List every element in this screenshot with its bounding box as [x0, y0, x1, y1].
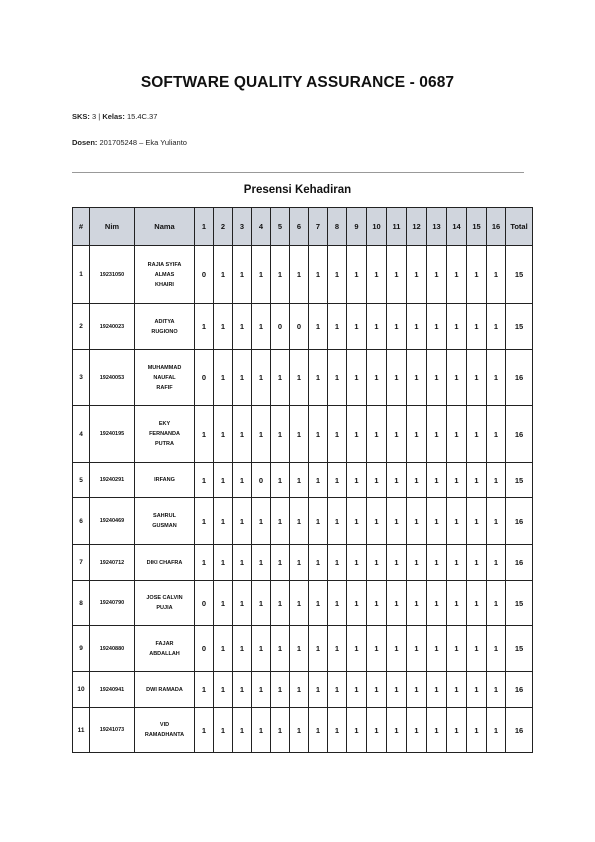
- attendance-mark: 1: [233, 304, 252, 350]
- attendance-mark: 1: [309, 350, 328, 406]
- attendance-mark: 1: [367, 581, 387, 626]
- header-no: #: [73, 208, 90, 246]
- attendance-mark: 1: [407, 350, 427, 406]
- row-number: 11: [73, 708, 90, 753]
- attendance-mark: 1: [487, 545, 506, 581]
- attendance-mark: 1: [195, 708, 214, 753]
- row-number: 8: [73, 581, 90, 626]
- header-meeting-11: 11: [387, 208, 407, 246]
- attendance-mark: 1: [309, 708, 328, 753]
- attendance-mark: 1: [447, 626, 467, 672]
- attendance-mark: 1: [309, 672, 328, 708]
- student-name-line: SAHRUL: [153, 513, 176, 519]
- attendance-mark: 1: [290, 581, 309, 626]
- attendance-mark: 1: [328, 545, 347, 581]
- student-name-line: JOSE CALVIN: [146, 595, 183, 601]
- header-meeting-7: 7: [309, 208, 328, 246]
- table-row: [73, 545, 533, 581]
- student-name: [135, 304, 195, 350]
- attendance-mark: 0: [195, 246, 214, 304]
- attendance-mark: 1: [214, 545, 233, 581]
- student-name: [135, 463, 195, 498]
- attendance-mark: 1: [347, 581, 367, 626]
- attendance-mark: 1: [328, 350, 347, 406]
- attendance-mark: 1: [347, 545, 367, 581]
- attendance-mark: 1: [387, 498, 407, 545]
- kelas-value: 15.4C.37: [126, 112, 158, 121]
- student-name-line: NAUFAL: [153, 374, 176, 381]
- attendance-mark: 1: [271, 350, 290, 406]
- student-name-line: RAMADHANTA: [144, 732, 185, 738]
- attendance-mark: 1: [367, 708, 387, 753]
- dosen-value: 201705248 – Eka Yulianto: [99, 138, 187, 147]
- table-row: [73, 672, 533, 708]
- student-name-line: FERNANDA: [149, 431, 180, 437]
- attendance-mark: 1: [367, 304, 387, 350]
- attendance-mark: 1: [214, 581, 233, 626]
- attendance-mark: 1: [271, 406, 290, 463]
- attendance-mark: 1: [427, 626, 447, 672]
- attendance-mark: 0: [290, 304, 309, 350]
- attendance-mark: 1: [487, 304, 506, 350]
- attendance-mark: 1: [233, 498, 252, 545]
- attendance-mark: 1: [233, 581, 252, 626]
- student-name: [135, 626, 195, 672]
- attendance-mark: 1: [252, 246, 271, 304]
- attendance-mark: 1: [347, 672, 367, 708]
- attendance-mark: 1: [309, 304, 328, 350]
- attendance-mark: 1: [367, 672, 387, 708]
- student-name: [135, 545, 195, 581]
- attendance-table: [72, 207, 533, 753]
- attendance-total: 15: [506, 246, 533, 304]
- header-meeting-10: 10: [367, 208, 387, 246]
- attendance-total: 16: [506, 545, 533, 581]
- attendance-mark: 1: [367, 545, 387, 581]
- attendance-mark: 1: [387, 246, 407, 304]
- attendance-total: 15: [506, 463, 533, 498]
- attendance-mark: 1: [271, 246, 290, 304]
- attendance-total: 15: [506, 626, 533, 672]
- attendance-mark: 1: [271, 672, 290, 708]
- header-meeting-9: 9: [347, 208, 367, 246]
- attendance-mark: 1: [407, 406, 427, 463]
- attendance-mark: 0: [252, 463, 271, 498]
- attendance-mark: 1: [290, 498, 309, 545]
- header-meeting-13: 13: [427, 208, 447, 246]
- attendance-mark: 1: [367, 246, 387, 304]
- student-name-line: RAJIA SYIFA: [147, 261, 182, 268]
- attendance-mark: 1: [252, 498, 271, 545]
- student-nim: 19240941: [90, 672, 135, 708]
- attendance-mark: 1: [214, 350, 233, 406]
- attendance-mark: 1: [328, 246, 347, 304]
- attendance-mark: 1: [252, 406, 271, 463]
- header-meeting-16: 16: [487, 208, 506, 246]
- attendance-mark: 1: [309, 406, 328, 463]
- attendance-mark: 1: [387, 350, 407, 406]
- attendance-mark: 1: [309, 246, 328, 304]
- attendance-mark: 1: [427, 406, 447, 463]
- attendance-mark: 1: [487, 708, 506, 753]
- attendance-mark: 1: [407, 246, 427, 304]
- attendance-mark: 1: [467, 350, 487, 406]
- attendance-mark: 1: [387, 463, 407, 498]
- student-nim: 19240023: [90, 304, 135, 350]
- attendance-mark: 0: [271, 304, 290, 350]
- attendance-mark: 0: [195, 581, 214, 626]
- attendance-mark: 1: [233, 246, 252, 304]
- row-number: 10: [73, 672, 90, 708]
- header-total: Total: [506, 208, 533, 246]
- attendance-mark: 1: [252, 350, 271, 406]
- attendance-mark: 1: [214, 304, 233, 350]
- row-number: 2: [73, 304, 90, 350]
- attendance-mark: 1: [387, 545, 407, 581]
- attendance-mark: 1: [347, 406, 367, 463]
- student-name: [135, 350, 195, 406]
- sks-value: 3: [92, 112, 97, 121]
- student-name: [135, 581, 195, 626]
- header-meeting-1: 1: [195, 208, 214, 246]
- student-name-line: PUTRA: [155, 441, 174, 447]
- table-body: [73, 246, 533, 753]
- attendance-mark: 1: [214, 406, 233, 463]
- attendance-mark: 1: [252, 545, 271, 581]
- student-name-line: VID: [159, 722, 170, 728]
- attendance-mark: 1: [427, 708, 447, 753]
- student-nim: 19240053: [90, 350, 135, 406]
- course-title: SOFTWARE QUALITY ASSURANCE - 0687: [140, 74, 455, 91]
- attendance-mark: 1: [271, 498, 290, 545]
- attendance-mark: 1: [487, 581, 506, 626]
- table-row: [73, 498, 533, 545]
- attendance-mark: 1: [252, 626, 271, 672]
- attendance-total: 15: [506, 304, 533, 350]
- attendance-mark: 1: [487, 463, 506, 498]
- row-number: 6: [73, 498, 90, 545]
- divider: [72, 172, 524, 173]
- row-number: 9: [73, 626, 90, 672]
- student-nim: 19231050: [90, 246, 135, 304]
- attendance-mark: 1: [309, 545, 328, 581]
- attendance-mark: 1: [367, 463, 387, 498]
- attendance-mark: 1: [427, 672, 447, 708]
- attendance-mark: 1: [214, 672, 233, 708]
- attendance-mark: 1: [195, 672, 214, 708]
- attendance-mark: 1: [387, 672, 407, 708]
- attendance-mark: 1: [347, 350, 367, 406]
- header-meeting-3: 3: [233, 208, 252, 246]
- header-meeting-4: 4: [252, 208, 271, 246]
- attendance-mark: 1: [328, 581, 347, 626]
- student-nim: 19240469: [90, 498, 135, 545]
- attendance-total: 16: [506, 498, 533, 545]
- table-row: [73, 304, 533, 350]
- attendance-mark: 1: [328, 406, 347, 463]
- attendance-mark: 1: [290, 350, 309, 406]
- attendance-mark: 1: [233, 406, 252, 463]
- attendance-mark: 1: [467, 672, 487, 708]
- attendance-mark: 1: [387, 406, 407, 463]
- attendance-mark: 1: [467, 463, 487, 498]
- attendance-mark: 1: [467, 545, 487, 581]
- sks-label: SKS: [72, 112, 88, 121]
- attendance-mark: 1: [407, 708, 427, 753]
- student-nim: 19240195: [90, 406, 135, 463]
- lecturer-line: Dosen: 201705248 – Eka Yulianto: [72, 138, 187, 147]
- attendance-mark: 1: [347, 626, 367, 672]
- attendance-mark: 1: [467, 708, 487, 753]
- attendance-mark: 1: [271, 545, 290, 581]
- attendance-mark: 1: [487, 672, 506, 708]
- row-number: 3: [73, 350, 90, 406]
- table-header-row: [73, 208, 533, 246]
- attendance-mark: 1: [407, 545, 427, 581]
- attendance-mark: 1: [233, 672, 252, 708]
- attendance-total: 16: [506, 406, 533, 463]
- attendance-mark: 1: [214, 708, 233, 753]
- student-name-line: PUJIA: [156, 605, 173, 611]
- attendance-mark: 1: [233, 463, 252, 498]
- header-nama: Nama: [135, 208, 195, 246]
- attendance-mark: 1: [271, 463, 290, 498]
- table-row: [73, 246, 533, 304]
- attendance-mark: 0: [195, 350, 214, 406]
- dosen-label: Dosen: [72, 138, 95, 147]
- attendance-mark: 1: [328, 708, 347, 753]
- attendance-mark: 1: [233, 708, 252, 753]
- course-meta-line: SKS: 3 | Kelas: 15.4C.37: [72, 112, 158, 121]
- attendance-mark: 1: [387, 581, 407, 626]
- attendance-mark: 1: [328, 498, 347, 545]
- table-row: [73, 350, 533, 406]
- attendance-mark: 1: [447, 581, 467, 626]
- attendance-mark: 1: [290, 672, 309, 708]
- student-name-line: IRFANG: [154, 477, 175, 483]
- attendance-mark: 1: [214, 626, 233, 672]
- attendance-mark: 1: [233, 350, 252, 406]
- attendance-mark: 1: [467, 581, 487, 626]
- header-meeting-8: 8: [328, 208, 347, 246]
- attendance-mark: 1: [195, 545, 214, 581]
- attendance-mark: 1: [290, 708, 309, 753]
- attendance-mark: 1: [487, 406, 506, 463]
- attendance-mark: 1: [487, 246, 506, 304]
- student-nim: 19240291: [90, 463, 135, 498]
- attendance-mark: 1: [233, 545, 252, 581]
- attendance-mark: 1: [407, 304, 427, 350]
- attendance-mark: 1: [447, 246, 467, 304]
- attendance-mark: 1: [328, 626, 347, 672]
- attendance-total: 16: [506, 350, 533, 406]
- table-row: [73, 581, 533, 626]
- attendance-mark: 1: [467, 246, 487, 304]
- attendance-total: 15: [506, 581, 533, 626]
- section-title: Presensi Kehadiran: [243, 184, 352, 196]
- attendance-mark: 1: [427, 246, 447, 304]
- attendance-mark: 1: [290, 626, 309, 672]
- attendance-mark: 1: [309, 581, 328, 626]
- attendance-mark: 1: [387, 708, 407, 753]
- attendance-mark: 1: [427, 498, 447, 545]
- student-name-line: MUHAMMAD: [147, 364, 182, 371]
- attendance-total: 16: [506, 672, 533, 708]
- student-name: [135, 672, 195, 708]
- attendance-mark: 1: [427, 350, 447, 406]
- header-meeting-15: 15: [467, 208, 487, 246]
- header-meeting-5: 5: [271, 208, 290, 246]
- student-nim: 19240790: [90, 581, 135, 626]
- student-name-line: ADITYA: [154, 318, 175, 325]
- attendance-mark: 1: [367, 626, 387, 672]
- attendance-mark: 1: [407, 581, 427, 626]
- attendance-mark: 1: [328, 304, 347, 350]
- attendance-mark: 1: [252, 304, 271, 350]
- student-name-line: KHAIRI: [155, 281, 174, 288]
- student-nim: 19240712: [90, 545, 135, 581]
- student-name: [135, 498, 195, 545]
- attendance-mark: 0: [195, 626, 214, 672]
- student-name-line: ABDALLAH: [149, 650, 180, 657]
- attendance-mark: 1: [427, 463, 447, 498]
- attendance-mark: 1: [407, 498, 427, 545]
- attendance-mark: 1: [447, 463, 467, 498]
- row-number: 4: [73, 406, 90, 463]
- attendance-mark: 1: [271, 626, 290, 672]
- student-name-line: GUSMAN: [152, 523, 177, 529]
- attendance-mark: 1: [447, 304, 467, 350]
- attendance-mark: 1: [347, 463, 367, 498]
- table-row: [73, 708, 533, 753]
- attendance-mark: 1: [309, 498, 328, 545]
- header-meeting-12: 12: [407, 208, 427, 246]
- attendance-mark: 1: [427, 304, 447, 350]
- attendance-mark: 1: [407, 672, 427, 708]
- student-name-line: RUGIONO: [151, 328, 178, 335]
- attendance-mark: 1: [290, 246, 309, 304]
- attendance-mark: 1: [290, 545, 309, 581]
- row-number: 5: [73, 463, 90, 498]
- attendance-mark: 1: [195, 463, 214, 498]
- student-name: [135, 708, 195, 753]
- attendance-mark: 1: [195, 304, 214, 350]
- attendance-total: 16: [506, 708, 533, 753]
- student-nim: 19240880: [90, 626, 135, 672]
- attendance-mark: 1: [214, 498, 233, 545]
- attendance-mark: 1: [487, 350, 506, 406]
- attendance-mark: 1: [347, 498, 367, 545]
- attendance-mark: 1: [447, 708, 467, 753]
- attendance-mark: 1: [214, 246, 233, 304]
- attendance-mark: 1: [252, 672, 271, 708]
- student-name-line: EKY: [158, 421, 171, 427]
- attendance-mark: 1: [367, 498, 387, 545]
- header-nim: Nim: [90, 208, 135, 246]
- attendance-mark: 1: [407, 463, 427, 498]
- attendance-mark: 1: [467, 406, 487, 463]
- attendance-mark: 1: [387, 304, 407, 350]
- attendance-mark: 1: [367, 350, 387, 406]
- attendance-mark: 1: [328, 463, 347, 498]
- attendance-mark: 1: [271, 581, 290, 626]
- student-name-line: DWI RAMADA: [146, 686, 183, 693]
- header-meeting-6: 6: [290, 208, 309, 246]
- student-name: [135, 246, 195, 304]
- attendance-mark: 1: [252, 708, 271, 753]
- attendance-mark: 1: [467, 304, 487, 350]
- attendance-mark: 1: [467, 626, 487, 672]
- attendance-mark: 1: [309, 463, 328, 498]
- attendance-mark: 1: [328, 672, 347, 708]
- attendance-mark: 1: [427, 581, 447, 626]
- student-name-line: ALMAS: [154, 271, 175, 278]
- attendance-mark: 1: [290, 463, 309, 498]
- attendance-mark: 1: [487, 626, 506, 672]
- student-nim: 19241073: [90, 708, 135, 753]
- kelas-label: Kelas: [102, 112, 123, 121]
- table-row: [73, 463, 533, 498]
- row-number: 7: [73, 545, 90, 581]
- attendance-mark: 1: [195, 498, 214, 545]
- table-row: [73, 406, 533, 463]
- attendance-mark: 1: [347, 708, 367, 753]
- header-meeting-2: 2: [214, 208, 233, 246]
- attendance-mark: 1: [447, 498, 467, 545]
- attendance-mark: 1: [195, 406, 214, 463]
- attendance-mark: 1: [387, 626, 407, 672]
- student-name: [135, 406, 195, 463]
- attendance-mark: 1: [347, 304, 367, 350]
- attendance-mark: 1: [233, 626, 252, 672]
- attendance-mark: 1: [252, 581, 271, 626]
- attendance-mark: 1: [271, 708, 290, 753]
- attendance-mark: 1: [367, 406, 387, 463]
- row-number: 1: [73, 246, 90, 304]
- attendance-mark: 1: [447, 350, 467, 406]
- attendance-mark: 1: [290, 406, 309, 463]
- student-name-line: FAJAR: [155, 640, 174, 647]
- attendance-mark: 1: [407, 626, 427, 672]
- attendance-mark: 1: [347, 246, 367, 304]
- attendance-mark: 1: [447, 672, 467, 708]
- student-name-line: DIKI CHAFRA: [146, 559, 183, 566]
- table-row: [73, 626, 533, 672]
- attendance-mark: 1: [214, 463, 233, 498]
- attendance-mark: 1: [427, 545, 447, 581]
- attendance-mark: 1: [447, 406, 467, 463]
- attendance-mark: 1: [467, 498, 487, 545]
- attendance-mark: 1: [447, 545, 467, 581]
- student-name-line: RAFIF: [156, 384, 173, 391]
- attendance-mark: 1: [487, 498, 506, 545]
- attendance-mark: 1: [309, 626, 328, 672]
- header-meeting-14: 14: [447, 208, 467, 246]
